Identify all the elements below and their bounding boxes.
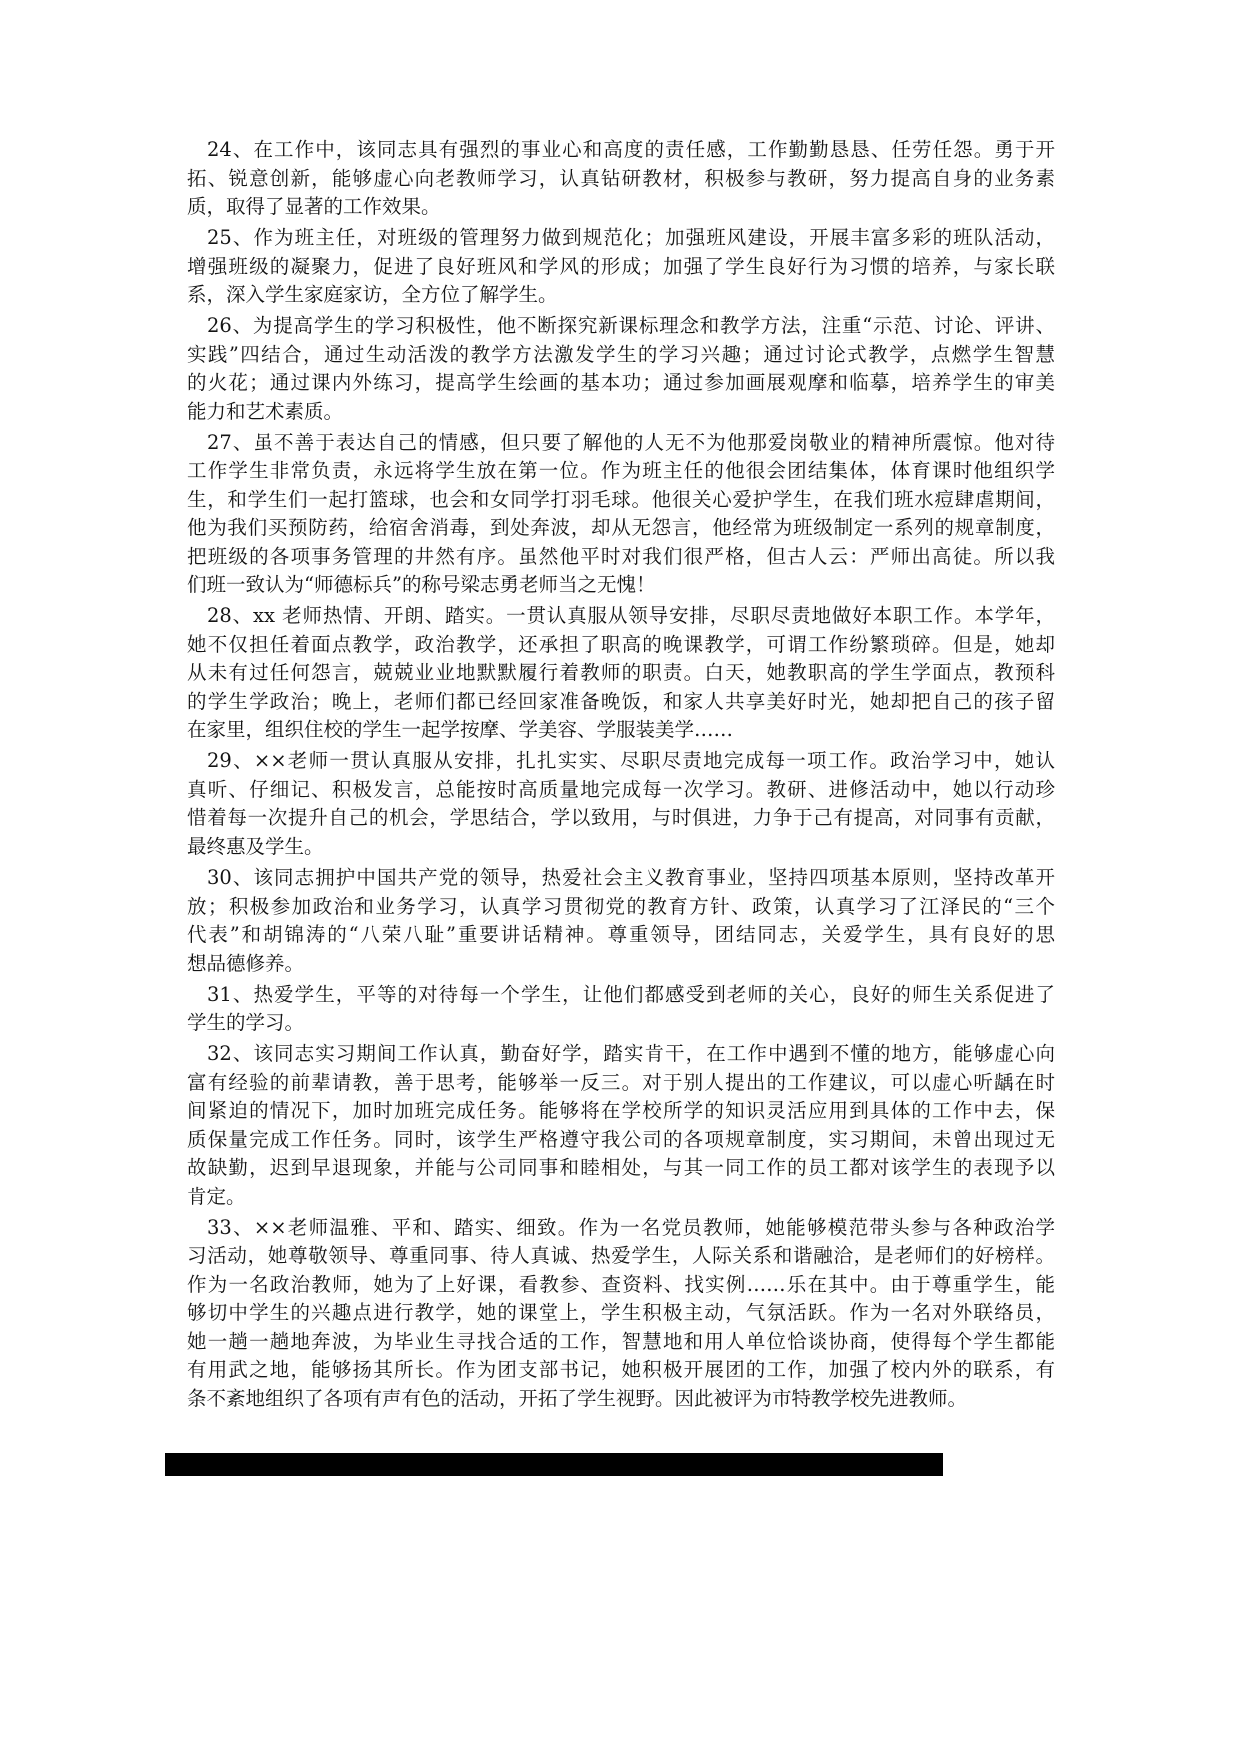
text-line: 能力和艺术素质。	[187, 399, 344, 423]
text-line: 质，取得了显著的工作效果。	[187, 195, 441, 218]
text-line: 28、xx 老师热情、开朗、踏实。一贯认真服从领导安排，尽职尽责地做好本职工作。本学年，	[207, 604, 1055, 628]
paragraph	[187, 747, 1055, 861]
text-line: 27、虽不善于表达自己的情感，但只要了解他的人无不为他那爱岗敬业的精神所震惊。他对待	[207, 430, 1055, 454]
text-line: 32、该同志实习期间工作认真，勤奋好学，踏实肯干，在工作中遇到不懂的地方，能够虚心向	[207, 1042, 1055, 1066]
text-line: 够切中学生的兴趣点进行教学，她的课堂上，学生积极主动，气氛活跃。作为一名对外联络员，	[187, 1301, 1055, 1325]
text-line: 生，和学生们一起打篮球，也会和女同学打羽毛球。他很关心爱护学生，在我们班水痘肆虐期间，	[187, 487, 1055, 511]
paragraph	[187, 602, 1055, 745]
text-line: 故缺勤，迟到早退现象，并能与公司同事和睦相处，与其一同工作的员工都对该学生的表现予以	[187, 1156, 1055, 1180]
paragraph	[187, 224, 1055, 310]
text-line: 代表”和胡锦涛的“八荣八耻”重要讲话精神。尊重领导，团结同志，关爱学生，具有良好的思	[187, 923, 1055, 947]
paragraph	[187, 864, 1055, 978]
text-line: 的学生学政治；晚上，老师们都已经回家准备晚饭，和家人共享美好时光，她却把自己的孩子留	[187, 689, 1055, 713]
text-line: 想品德修养。	[187, 951, 305, 975]
paragraph	[187, 312, 1055, 426]
text-line: 33、××老师温雅、平和、踏实、细致。作为一名党员教师，她能够模范带头参与各种政治学	[207, 1215, 1055, 1239]
page-number-label: 第 7 页 /总页数 11 页	[473, 1477, 647, 1497]
text-line: 24、在工作中，该同志具有强烈的事业心和高度的责任感，工作勤勤恳恳、任劳任怨。勇于开	[207, 138, 1055, 161]
text-line: 学生的学习。	[187, 1011, 305, 1035]
text-line: 实践”四结合，通过生动活泼的教学方法激发学生的学习兴趣；通过讨论式教学，点燃学生智慧	[187, 342, 1055, 366]
text-line: 他为我们买预防药，给宿舍消毒，到处奔波，却从无怨言，他经常为班级制定一系列的规章制度，	[187, 516, 1055, 540]
text-line: 26、为提高学生的学习积极性，他不断探究新课标理念和教学方法，注重“示范、讨论、评讲、	[207, 314, 1055, 338]
paragraph	[187, 429, 1055, 600]
text-line: 真听、仔细记、积极发言，总能按时高质量地完成每一次学习。教研、进修活动中，她以行动珍	[187, 777, 1055, 801]
document-body	[187, 136, 1055, 1416]
text-line: 系，深入学生家庭家访，全方位了解学生。	[187, 283, 558, 307]
text-line: 习活动，她尊敬领导、尊重同事、待人真诚、热爱学生，人际关系和谐融洽，是老师们的好榜样。	[187, 1244, 1055, 1268]
text-line: 质保量完成工作任务。同时，该学生严格遵守我公司的各项规章制度，实习期间，未曾出现过无	[187, 1127, 1055, 1151]
text-line: 把班级的各项事务管理的井然有序。虽然他平时对我们很严格，但古人云：严师出高徒。所以我	[187, 544, 1055, 568]
text-line: 她一趟一趟地奔波，为毕业生寻找合适的工作，智慧地和用人单位恰谈协商，使得每个学生都能	[187, 1329, 1055, 1353]
text-line: 有用武之地，能够扬其所长。作为团支部书记，她积极开展团的工作，加强了校内外的联系，有	[187, 1358, 1055, 1382]
text-line: 她不仅担任着面点教学，政治教学，还承担了职高的晚课教学，可谓工作纷繁琐碎。但是，她却	[187, 632, 1055, 656]
text-line: 25、作为班主任，对班级的管理努力做到规范化；加强班风建设，开展丰富多彩的班队活动，	[207, 226, 1055, 250]
paragraph	[187, 136, 1055, 222]
page-footer	[165, 1453, 943, 1497]
text-line: 工作学生非常负责，永远将学生放在第一位。作为班主任的他很会团结集体，体育课时他组织学	[187, 459, 1055, 483]
text-line: 增强班级的凝聚力，促进了良好班风和学风的形成；加强了学生良好行为习惯的培养，与家长联	[187, 254, 1055, 278]
text-line: 在家里，组织住校的学生一起学按摩、学美容、学服装美学……	[187, 718, 734, 742]
text-line: 31、热爱学生，平等的对待每一个学生，让他们都感受到老师的关心，良好的师生关系促进了	[207, 982, 1055, 1006]
text-line: 放；积极参加政治和业务学习，认真学习贯彻党的教育方针、政策，认真学习了江泽民的“三个	[187, 894, 1055, 918]
text-line: 从未有过任何怨言，兢兢业业地默默履行着教师的职责。白天，她教职高的学生学面点，教预科	[187, 661, 1055, 685]
text-line: 肯定。	[187, 1184, 246, 1208]
text-line: 间紧迫的情况下，加时加班完成任务。能够将在学校所学的知识灵活应用到具体的工作中去，保	[187, 1099, 1055, 1123]
text-line: 最终惠及学生。	[187, 834, 324, 858]
text-line: 的火花；通过课内外练习，提高学生绘画的基本功；通过参加画展观摩和临摹，培养学生的审美	[187, 371, 1055, 395]
text-line: 富有经验的前辈请教，善于思考，能够举一反三。对于别人提出的工作建议，可以虚心听龋在时	[187, 1070, 1055, 1094]
text-line: 条不紊地组织了各项有声有色的活动，开拓了学生视野。因此被评为市特教学校先进教师。	[187, 1386, 968, 1410]
text-line: 拓、锐意创新，能够虚心向老教师学习，认真钻研教材，积极参与教研，努力提高自身的业务素	[187, 166, 1055, 190]
text-line: 们班一致认为“师德标兵”的称号梁志勇老师当之无愧！	[187, 573, 656, 597]
text-line: 30、该同志拥护中国共产党的领导，热爱社会主义教育事业，坚持四项基本原则，坚持改革开	[207, 866, 1055, 890]
text-line: 作为一名政治教师，她为了上好课，看教参、查资料、找实例……乐在其中。由于尊重学生，能	[187, 1272, 1055, 1296]
text-line: 惜着每一次提升自己的机会，学思结合，学以致用，与时俱进，力争于己有提高，对同事有贡献，	[187, 806, 1055, 830]
paragraph	[187, 981, 1055, 1038]
paragraph	[187, 1040, 1055, 1211]
paragraph	[187, 1214, 1055, 1414]
text-line: 29、××老师一贯认真服从安排，扎扎实实、尽职尽责地完成每一项工作。政治学习中，她认	[207, 749, 1055, 773]
